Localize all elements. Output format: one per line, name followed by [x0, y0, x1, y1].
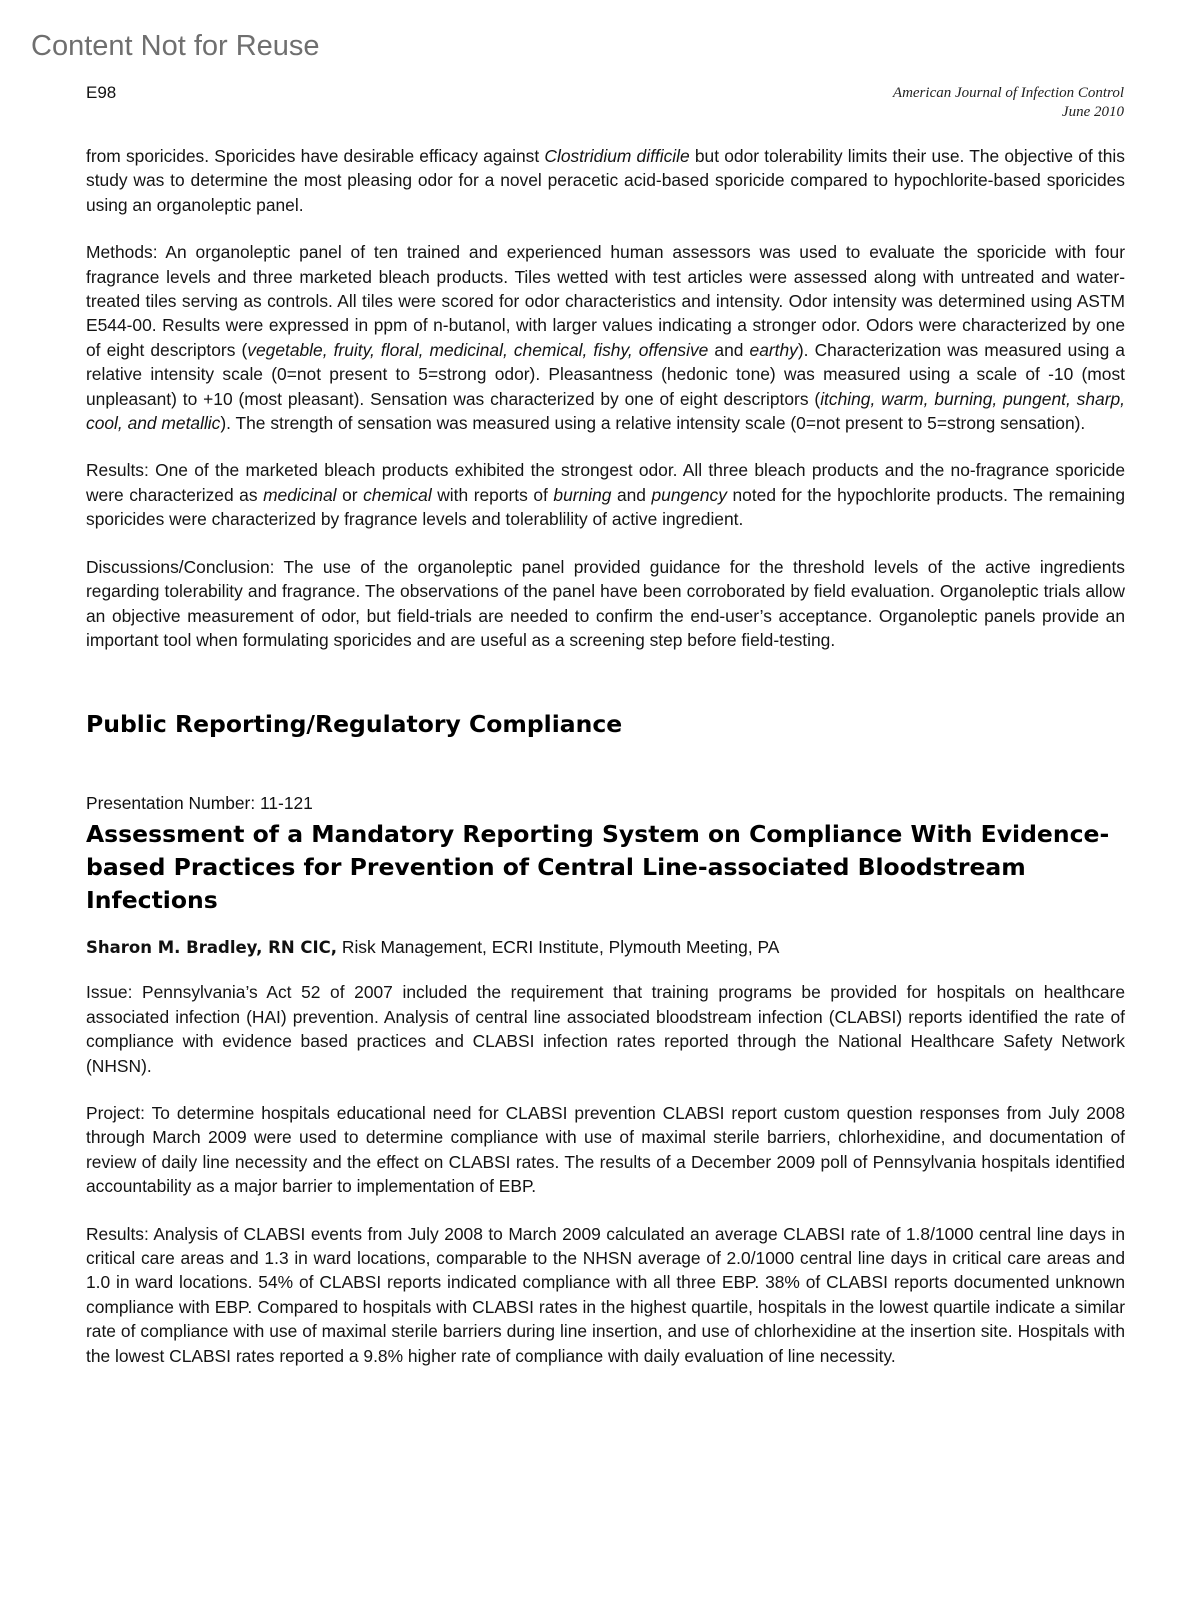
author-line [86, 935, 1125, 960]
abstract-results: Results: Analysis of CLABSI events from July 2008 to March 2009 calculated an average CLABSI rate of 1.8/1000 central line days in critical care areas and 1.3 in ward locations, comparable to the NHSN average of 2.0/1000 central line days in critical care areas and 1.0 in ward locations. 54% of CLABSI reports indicated compliance with all three EBP. 38% of CLABSI reports documented unknown compliance with EBP. Compared to hospitals with CLABSI rates in the highest quartile, hospitals in the lowest quartile indicate a similar rate of compliance with use of maximal sterile barriers during line insertion, and use of chlorhexidine at the insertion site. Hospitals with the lowest CLABSI rates reported a 9.8% higher rate of compliance with daily evaluation of line necessity. [86, 1223, 1125, 1366]
prev-abstract-results: Results: One of the marketed bleach products exhibited the strongest odor. All three bleach products and the no-fragrance sporicide were characterized as medicinal or chemical with reports of burning and pungency noted for the hypochlorite products. The remaining sporicides were characterized by fragrance levels and tolerablility of active ingredient. [86, 460, 1125, 530]
page-content [86, 144, 1125, 1391]
abstract-project: Project: To determine hospitals educational need for CLABSI prevention CLABSI report custom question responses from July 2008 through March 2009 were used to determine compliance with use of maximal sterile barriers, chlorhexidine, and documentation of review of daily line necessity and the effect on CLABSI rates. The results of a December 2009 poll of Pennsylvania hospitals identified accountability as a major barrier to implementation of EBP. [86, 1102, 1125, 1197]
author-affiliation: Risk Management, ECRI Institute, Plymouth Meeting, PA [337, 937, 780, 958]
abstract-title: Assessment of a Mandatory Reporting System on Compliance With Evidence-based Practices for Prevention of Central Line-associated Bloodstream Infections [86, 820, 1110, 915]
watermark: Content Not for Reuse [31, 30, 320, 62]
prev-abstract-objective: from sporicides. Sporicides have desirable efficacy against Clostridium difficile but odor tolerability limits their use. The objective of this study was to determine the most pleasing odor for a novel peracetic acid-based sporicide compared to hypochlorite-based sporicides using an organoleptic panel. [86, 146, 1125, 215]
prev-abstract-methods: Methods: An organoleptic panel of ten trained and experienced human assessors was used to evaluate the sporicide with four fragrance levels and three marketed bleach products. Tiles wetted with test articles were assessed along with untreated and water-treated tiles serving as controls. All tiles were scored for odor characteristics and intensity. Odor intensity was determined using ASTM E544-00. Results were expressed in ppm of n-butanol, with larger values indicating a stronger odor. Odors were characterized by one of eight descriptors (vegetable, fruity, floral, medicinal, chemical, fishy, offensive and earthy). Characterization was measured using a relative intensity scale (0=not present to 5=strong odor). Pleasantness (hedonic tone) was measured using a scale of -10 (most unpleasant) to +10 (most pleasant). Sensation was characterized by one of eight descriptors (itching, warm, burning, pungent, sharp, cool, and metallic). The strength of sensation was measured using a relative intensity scale (0=not present to 5=strong sensation). [86, 242, 1125, 434]
author-name: Sharon M. Bradley, RN CIC, [86, 938, 338, 958]
journal-header [893, 84, 1124, 122]
abstract-issue: Issue: Pennsylvania’s Act 52 of 2007 included the requirement that training programs be provided for hospitals on healthcare associated infection (HAI) prevention. Analysis of central line associated bloodstream infection (CLABSI) reports identified the rate of compliance with evidence based practices and CLABSI infection rates reported through the National Healthcare Safety Network (NHSN). [86, 982, 1125, 1076]
prev-abstract-conclusion: Discussions/Conclusion: The use of the organoleptic panel provided guidance for the threshold levels of the active ingredients regarding tolerability and fragrance. The observations of the panel have been corroborated by field evaluation. Organoleptic trials allow an objective measurement of odor, but field-trials are needed to confirm the end-user’s acceptance. Organoleptic panels provide an important tool when formulating sporicides and are useful as a screening step before field-testing. [86, 556, 1125, 650]
journal-name: American Journal of Infection Control [892, 85, 1124, 101]
section-title: Public Reporting/Regulatory Compliance [86, 710, 623, 739]
page-number: E98 [86, 83, 117, 102]
presentation-number: Presentation Number: 11-121 [86, 793, 313, 814]
journal-date: June 2010 [1061, 104, 1124, 120]
